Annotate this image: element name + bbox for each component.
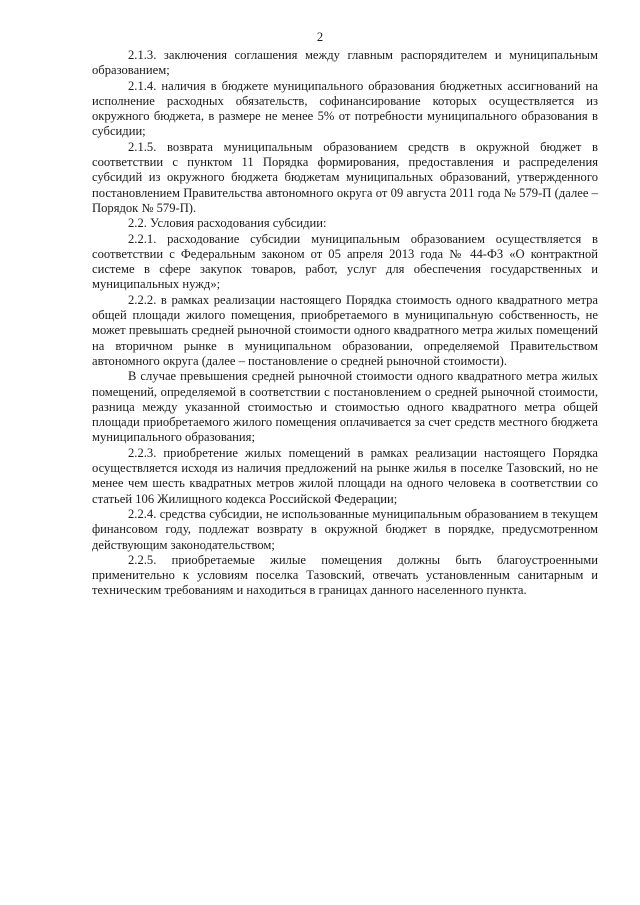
paragraph-2-1-4: 2.1.4. наличия в бюджете муниципального образования бюджетных ассигнований на исполнение расходных обязательств, софинансирование которых осуществляется из окружного бюджета, в размере не менее 5% от потребности муниципального образования в субсидии; [92,78,598,139]
page-number: 2 [316,30,324,44]
paragraph-2-2-4: 2.2.4. средства субсидии, не использованные муниципальным образованием в текущем финансовом году, подлежат возврату в окружной бюджет в порядке, предусмотренном действующим законодательством; [92,506,598,552]
paragraph-2-2-2: 2.2.2. в рамках реализации настоящего Порядка стоимость одного квадратного метра общей площади жилого помещения, приобретаемого в муниципальную собственность, не может превышать средней рыночной стоимости одного квадратного метра жилых помещений на вторичном рынке в муниципальном образовании, определяемой Правительством автономного округа (далее – постановление о средней рыночной стоимости). [92,292,598,368]
paragraph-2-2-5: 2.2.5. приобретаемые жилые помещения должны быть благоустроенными применительно к условиям поселка Тазовский, отвечать установленным санитарным и техническим требованиям и находиться в границах данного населенного пункта. [92,552,598,598]
document-body [92,48,598,599]
paragraph-price-excess: В случае превышения средней рыночной стоимости одного квадратного метра жилых помещений, определяемой в соответствии с постановлением о средней рыночной стоимости, разница между указанной стоимостью и стоимостью одного квадратного метра общей площади приобретаемого жилого помещения оплачивается за счет средств местного бюджета муниципального образования; [92,369,598,445]
paragraph-2-2-3: 2.2.3. приобретение жилых помещений в рамках реализации настоящего Порядка осуществляется исходя из наличия предложений на рынке жилья в поселке Тазовский, но не менее чем шесть квадратных метров жилой площади на одного человека в соответствии со статьей 106 Жилищного кодекса Российской Федерации; [92,445,598,506]
paragraph-2-2: 2.2. Условия расходования субсидии: [128,216,327,231]
paragraph-2-1-3: 2.1.3. заключения соглашения между главным распорядителем и муниципальным образованием; [92,48,598,78]
paragraph-2-2-1: 2.2.1. расходование субсидии муниципальным образованием осуществляется в соответствии с Федеральным законом от 05 апреля 2013 года № 44-ФЗ «О контрактной системе в сфере закупок товаров, работ, услуг для обеспечения государственных и муниципальных нужд»; [92,231,598,292]
paragraph-2-1-5: 2.1.5. возврата муниципальным образованием средств в окружной бюджет в соответствии с пунктом 11 Порядка формирования, предоставления и распределения субсидий из окружного бюджета бюджетам муниципальных образований, утвержденного постановлением Правительства автономного округа от 09 августа 2011 года № 579-П (далее – Порядок № 579-П). [92,139,598,215]
